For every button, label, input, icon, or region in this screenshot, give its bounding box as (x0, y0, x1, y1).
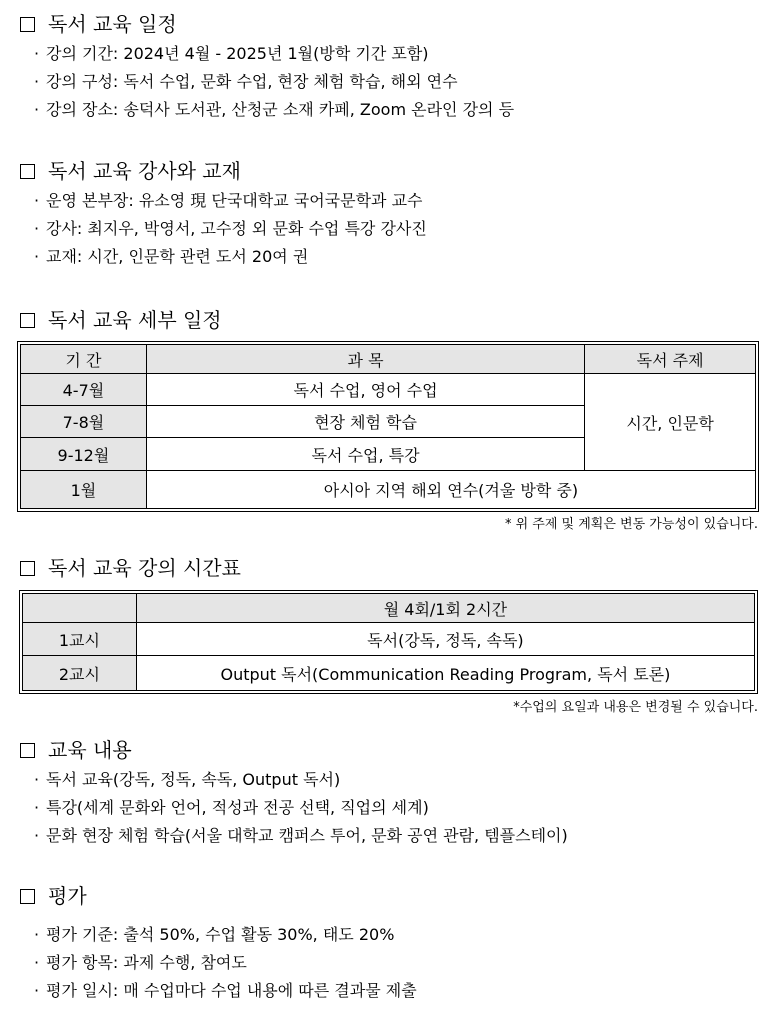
checkbox-square-icon (20, 889, 35, 904)
list-item: · 강사: 최지우, 박영서, 고수정 외 문화 수업 특강 강사진 (34, 219, 427, 238)
checkbox-square-icon (20, 17, 35, 32)
table-row (23, 656, 755, 691)
list-item: · 평가 항목: 과제 수행, 참여도 (34, 953, 247, 972)
section-title: 독서 교육 일정 (48, 12, 177, 36)
period-cell: 1월 (21, 471, 147, 509)
period-cell: 9-12월 (21, 438, 147, 471)
section-heading-instructors (20, 158, 241, 184)
section-title: 교육 내용 (48, 738, 132, 762)
timetable-table (22, 593, 755, 691)
empty-header-cell (23, 594, 137, 623)
list-item: · 강의 장소: 송덕사 도서관, 산청군 소재 카페, Zoom 온라인 강의 등 (34, 100, 515, 119)
section-heading-content (20, 737, 132, 763)
list-item: · 평가 기준: 출석 50%, 수업 활동 30%, 태도 20% (34, 925, 395, 944)
checkbox-square-icon (20, 164, 35, 179)
table-footnote: * 위 주제 및 계획은 변동 가능성이 있습니다. (504, 517, 758, 532)
section-title: 독서 교육 강의 시간표 (48, 556, 241, 580)
column-header-theme: 독서 주제 (585, 345, 756, 374)
content-cell: Output 독서(Communication Reading Program, 독서 토론) (136, 656, 754, 691)
section-heading-timetable (20, 555, 241, 581)
list-item: · 운영 본부장: 유소영 現 단국대학교 국어국문학과 교수 (34, 191, 423, 210)
list-item: · 평가 일시: 매 수업마다 수업 내용에 따른 결과물 제출 (34, 981, 417, 1000)
period-cell: 2교시 (23, 656, 137, 691)
list-item: · 특강(세계 문화와 언어, 적성과 전공 선택, 직업의 세계) (34, 798, 429, 817)
section-heading-schedule (20, 11, 177, 37)
list-item: · 강의 구성: 독서 수업, 문화 수업, 현장 체험 학습, 해외 연수 (34, 72, 458, 91)
section-heading-detail (20, 307, 222, 333)
table-row (21, 471, 756, 509)
detail-schedule-table (20, 344, 756, 509)
checkbox-square-icon (20, 313, 35, 328)
subject-cell: 아시아 지역 해외 연수(겨울 방학 중) (146, 471, 755, 509)
period-cell: 4-7월 (21, 374, 147, 406)
period-cell: 7-8월 (21, 406, 147, 438)
section-title: 평가 (48, 884, 87, 908)
period-cell: 1교시 (23, 623, 137, 656)
column-header-period: 기 간 (21, 345, 147, 374)
column-header-schedule: 월 4회/1회 2시간 (136, 594, 754, 623)
subject-cell: 현장 체험 학습 (146, 406, 584, 438)
list-item: · 독서 교육(강독, 정독, 속독, Output 독서) (34, 770, 341, 789)
table-row (23, 623, 755, 656)
list-item: · 강의 기간: 2024년 4월 - 2025년 1월(방학 기간 포함) (34, 44, 429, 63)
checkbox-square-icon (20, 561, 35, 576)
list-item: · 문화 현장 체험 학습(서울 대학교 캠퍼스 투어, 문화 공연 관람, 템플스테이) (34, 826, 568, 845)
table-row (21, 374, 756, 406)
table-footnote: *수업의 요일과 내용은 변경될 수 있습니다. (513, 700, 758, 715)
table-header-row (21, 345, 756, 374)
section-title: 독서 교육 강사와 교재 (48, 159, 241, 183)
checkbox-square-icon (20, 743, 35, 758)
column-header-subject: 과 목 (146, 345, 584, 374)
theme-cell: 시간, 인문학 (585, 374, 756, 471)
section-heading-evaluation (20, 883, 87, 909)
table-header-row (23, 594, 755, 623)
section-title: 독서 교육 세부 일정 (48, 308, 222, 332)
list-item: · 교재: 시간, 인문학 관련 도서 20여 권 (34, 247, 309, 266)
subject-cell: 독서 수업, 영어 수업 (146, 374, 584, 406)
content-cell: 독서(강독, 정독, 속독) (136, 623, 754, 656)
subject-cell: 독서 수업, 특강 (146, 438, 584, 471)
